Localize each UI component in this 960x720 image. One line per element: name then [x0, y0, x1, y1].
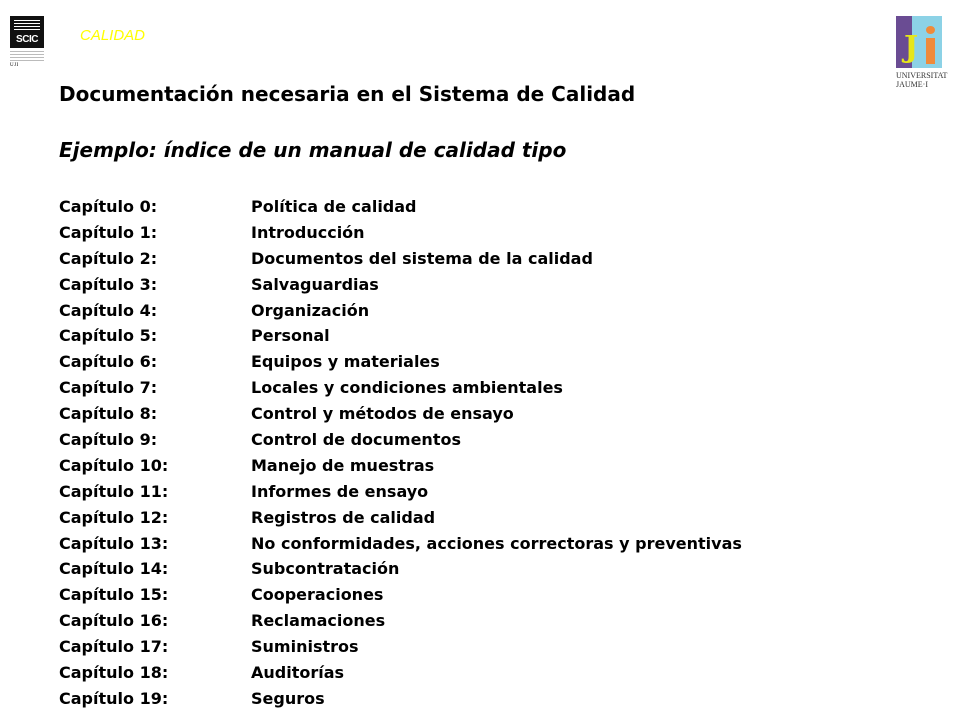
- chapter-row: [59, 455, 742, 481]
- chapter-name: Salvaguardias: [251, 274, 379, 294]
- chapter-number: Capítulo 14:: [59, 559, 169, 579]
- chapter-number: Capítulo 2:: [59, 248, 158, 268]
- uji-logo-icon: J UNIVERSITAT JAUME·I: [896, 16, 956, 89]
- chapter-row: [59, 558, 742, 584]
- chapter-number: Capítulo 18:: [59, 663, 169, 683]
- chapter-name: Suministros: [251, 637, 359, 657]
- chapter-row: [59, 584, 742, 610]
- chapter-number: Capítulo 17:: [59, 637, 169, 657]
- chapter-name: Registros de calidad: [251, 507, 436, 527]
- chapter-name: Documentos del sistema de la calidad: [251, 248, 593, 268]
- chapter-number: Capítulo 9:: [59, 430, 158, 450]
- chapter-row: [59, 533, 742, 559]
- chapter-name: Organización: [251, 300, 370, 320]
- chapter-row: [59, 222, 742, 248]
- scic-logo-icon: [10, 16, 50, 68]
- chapter-number: Capítulo 8:: [59, 404, 158, 424]
- chapter-name: Equipos y materiales: [251, 352, 440, 372]
- chapter-row: [59, 507, 742, 533]
- chapter-number: Capítulo 15:: [59, 585, 169, 605]
- chapter-number: Capítulo 11:: [59, 481, 169, 501]
- chapter-name: Control de documentos: [251, 430, 461, 450]
- uji-logo-line1: UNIVERSITAT: [896, 71, 948, 80]
- chapter-row: [59, 481, 742, 507]
- chapter-name: Política de calidad: [251, 197, 417, 216]
- chapter-row: [59, 403, 742, 429]
- chapter-name: No conformidades, acciones correctoras y preventivas: [251, 533, 742, 553]
- chapter-name: Locales y condiciones ambientales: [251, 378, 563, 398]
- chapter-number: Capítulo 10:: [59, 455, 169, 475]
- chapter-list: [59, 196, 742, 714]
- chapter-number: Capítulo 4:: [59, 300, 158, 320]
- chapter-row: [59, 429, 742, 455]
- chapter-number: Capítulo 7:: [59, 378, 158, 398]
- chapter-number: Capítulo 1:: [59, 222, 158, 242]
- page-subtitle: Ejemplo: índice de un manual de calidad tipo: [59, 138, 567, 162]
- chapter-row: [59, 662, 742, 688]
- chapter-row: [59, 636, 742, 662]
- chapter-name: Subcontratación: [251, 559, 400, 579]
- uji-logo-line2: JAUME·I: [896, 80, 928, 89]
- chapter-row: [59, 325, 742, 351]
- chapter-name: Auditorías: [251, 663, 345, 683]
- chapter-name: Control y métodos de ensayo: [251, 404, 514, 424]
- chapter-name: Seguros: [251, 688, 325, 708]
- chapter-name: Reclamaciones: [251, 611, 386, 631]
- chapter-row: [59, 248, 742, 274]
- chapter-row: [59, 351, 742, 377]
- chapter-name: Manejo de muestras: [251, 455, 435, 475]
- chapter-number: Capítulo 6:: [59, 352, 158, 372]
- chapter-row: [59, 610, 742, 636]
- chapter-number: Capítulo 5:: [59, 326, 158, 346]
- chapter-number: Capítulo 19:: [59, 688, 169, 708]
- chapter-number: Capítulo 0:: [59, 197, 158, 216]
- section-badge: CALIDAD: [80, 27, 146, 44]
- chapter-row: [59, 688, 742, 714]
- page-title: Documentación necesaria en el Sistema de Calidad: [59, 82, 636, 106]
- chapter-row: [59, 377, 742, 403]
- chapter-name: Cooperaciones: [251, 585, 384, 605]
- chapter-row: [59, 196, 742, 222]
- scic-logo-sub: UJI: [10, 63, 19, 68]
- chapter-number: Capítulo 3:: [59, 274, 158, 294]
- chapter-name: Personal: [251, 326, 330, 346]
- chapter-name: Informes de ensayo: [251, 481, 429, 501]
- chapter-name: Introducción: [251, 222, 365, 242]
- chapter-row: [59, 300, 742, 326]
- chapter-row: [59, 274, 742, 300]
- scic-logo-text: SCIC: [16, 34, 38, 45]
- chapter-number: Capítulo 13:: [59, 533, 169, 553]
- chapter-number: Capítulo 12:: [59, 507, 169, 527]
- chapter-number: Capítulo 16:: [59, 611, 169, 631]
